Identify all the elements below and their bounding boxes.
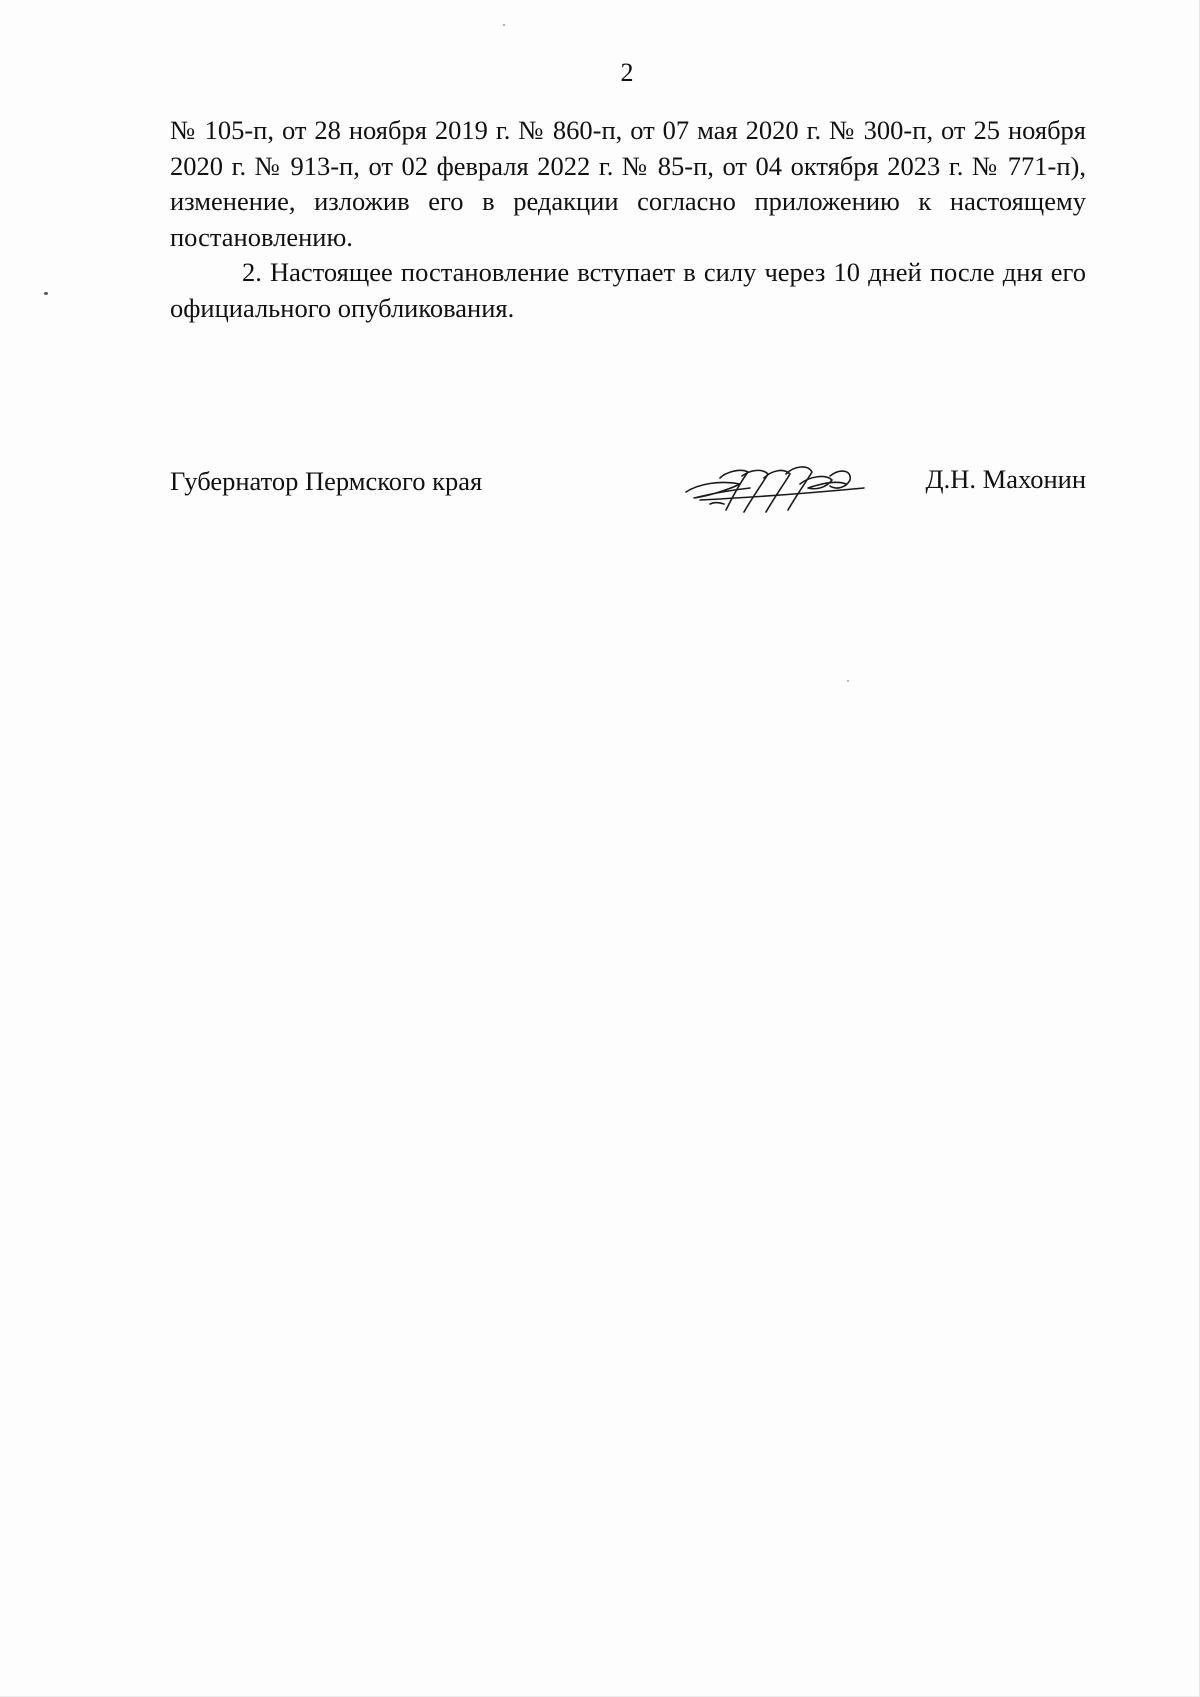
document-body [170, 113, 1086, 326]
scan-speck [503, 24, 505, 26]
scan-speck [44, 292, 48, 295]
handwritten-signature-icon [680, 454, 870, 524]
page-number: 2 [620, 58, 634, 87]
signer-title: Губернатор Пермского края [170, 466, 483, 496]
scan-speck [847, 680, 849, 682]
signer-name: Д.Н. Махонин [925, 464, 1086, 494]
signature-block [170, 462, 1086, 532]
paragraph-continued: № 105-п, от 28 ноября 2019 г. № 860-п, от 07 мая 2020 г. № 300-п, от 25 ноября 2020 г. № 913-п, от 02 февраля 2022 г. № 85-п, от 04 октября 2023 г. № 771-п), изменение, изложив его в редакции согласно приложению к настоящему постановлению. [170, 115, 1086, 252]
paragraph-item-2: 2. Настоящее постановление вступает в силу через 10 дней после дня его официального опубликования. [170, 257, 1086, 323]
